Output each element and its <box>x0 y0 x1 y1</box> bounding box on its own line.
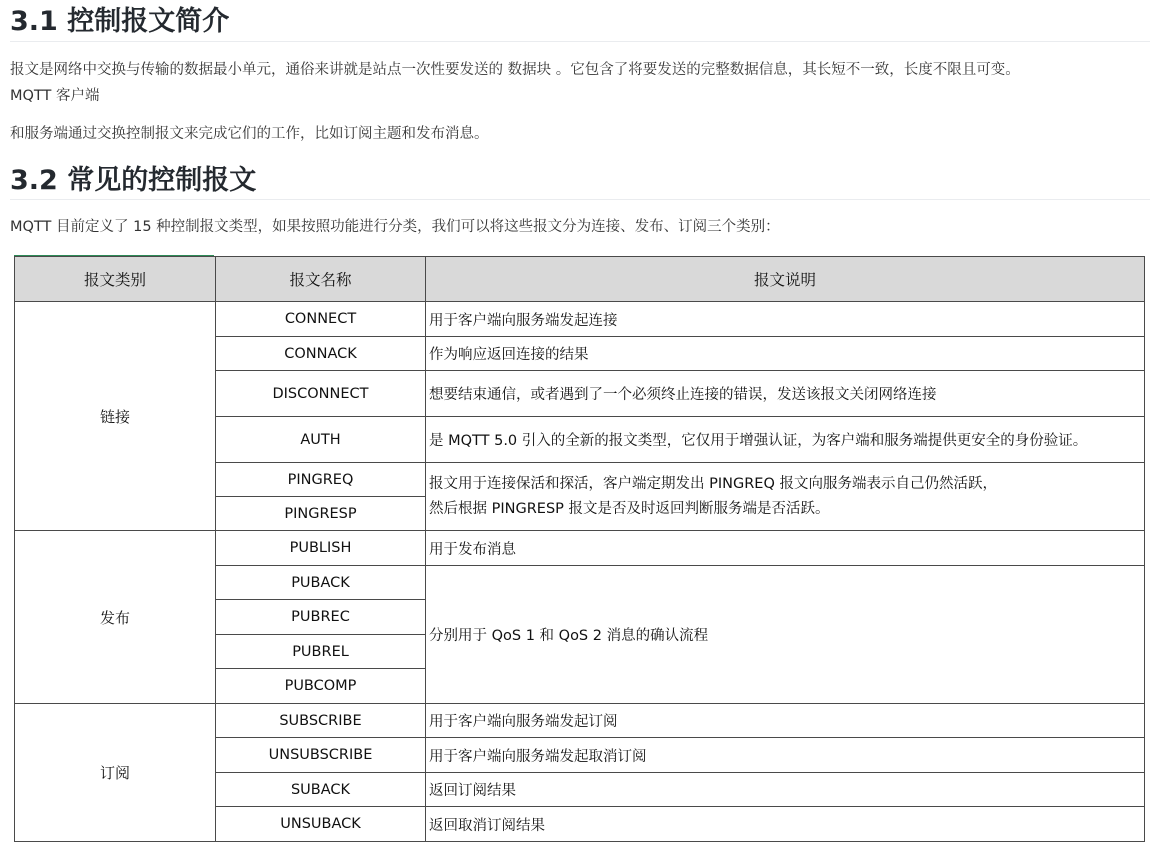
table-row <box>15 302 1145 337</box>
packet-name-cell: DISCONNECT <box>216 371 426 417</box>
packet-name-cell: AUTH <box>216 417 426 463</box>
packet-desc-cell: 分别用于 QoS 1 和 QoS 2 消息的确认流程 <box>426 566 1145 704</box>
packet-desc-cell: 想要结束通信，或者遇到了一个必须终止连接的错误，发送该报文关闭网络连接 <box>426 371 1145 417</box>
packet-name-cell: SUBACK <box>216 773 426 807</box>
header-category: 报文类别 <box>15 257 216 302</box>
packet-name-cell: SUBSCRIBE <box>216 704 426 738</box>
table-header-row <box>15 257 1145 302</box>
packet-name-cell: PUBREC <box>216 600 426 635</box>
packet-desc-cell: 返回订阅结果 <box>426 773 1145 807</box>
packet-desc-line: 报文用于连接保活和探活，客户端定期发出 PINGREQ 报文向服务端表示自己仍然活跃， <box>429 475 997 492</box>
heading-divider <box>10 199 1150 200</box>
category-cell-connect: 链接 <box>15 302 216 531</box>
packet-name-cell: PUBLISH <box>216 531 426 566</box>
packet-desc-cell: 是 MQTT 5.0 引入的全新的报文类型，它仅用于增强认证，为客户端和服务端提供更安全的身份验证。 <box>426 417 1145 463</box>
packet-name-cell: PINGREQ <box>216 463 426 497</box>
packet-desc-cell: 用于客户端向服务端发起取消订阅 <box>426 738 1145 773</box>
section-heading-3-1: 3.1 控制报文简介 <box>10 6 230 37</box>
packet-name-cell: PUBREL <box>216 635 426 669</box>
intro-paragraph-line-1: 报文是网络中交换与传输的数据最小单元，通俗来讲就是站点一次性要发送的 数据块 。它包含了将要发送的完整数据信息，其长短不一致，长度不限且可变。 <box>10 62 1020 78</box>
packet-name-cell: PUBCOMP <box>216 669 426 704</box>
intro-paragraph-2: 和服务端通过交换控制报文来完成它们的工作，比如订阅主题和发布消息。 <box>10 126 489 142</box>
section-heading-3-2: 3.2 常见的控制报文 <box>10 165 257 196</box>
category-cell-publish: 发布 <box>15 531 216 704</box>
header-name: 报文名称 <box>216 257 426 302</box>
packet-desc-cell: 用于客户端向服务端发起连接 <box>426 302 1145 337</box>
packet-desc-line: 然后根据 PINGRESP 报文是否及时返回判断服务端是否活跃。 <box>429 500 830 517</box>
packet-name-cell: CONNACK <box>216 337 426 371</box>
header-description: 报文说明 <box>426 257 1145 302</box>
packet-name-cell: UNSUBACK <box>216 807 426 842</box>
control-packet-table <box>14 256 1145 842</box>
table-row <box>15 531 1145 566</box>
section-intro-paragraph: MQTT 目前定义了 15 种控制报文类型，如果按照功能进行分类，我们可以将这些报文分为连接、发布、订阅三个类别： <box>10 219 780 235</box>
category-cell-subscribe: 订阅 <box>15 704 216 842</box>
packet-name-cell: PINGRESP <box>216 497 426 531</box>
packet-desc-cell: 用于客户端向服务端发起订阅 <box>426 704 1145 738</box>
heading-divider <box>10 41 1150 42</box>
intro-paragraph-line-2: MQTT 客户端 <box>10 88 100 104</box>
packet-name-cell: UNSUBSCRIBE <box>216 738 426 773</box>
packet-desc-cell <box>426 463 1145 531</box>
packet-name-cell: PUBACK <box>216 566 426 600</box>
table-row <box>15 704 1145 738</box>
packet-desc-cell: 作为响应返回连接的结果 <box>426 337 1145 371</box>
packet-desc-cell: 返回取消订阅结果 <box>426 807 1145 842</box>
packet-desc-cell: 用于发布消息 <box>426 531 1145 566</box>
packet-name-cell: CONNECT <box>216 302 426 337</box>
